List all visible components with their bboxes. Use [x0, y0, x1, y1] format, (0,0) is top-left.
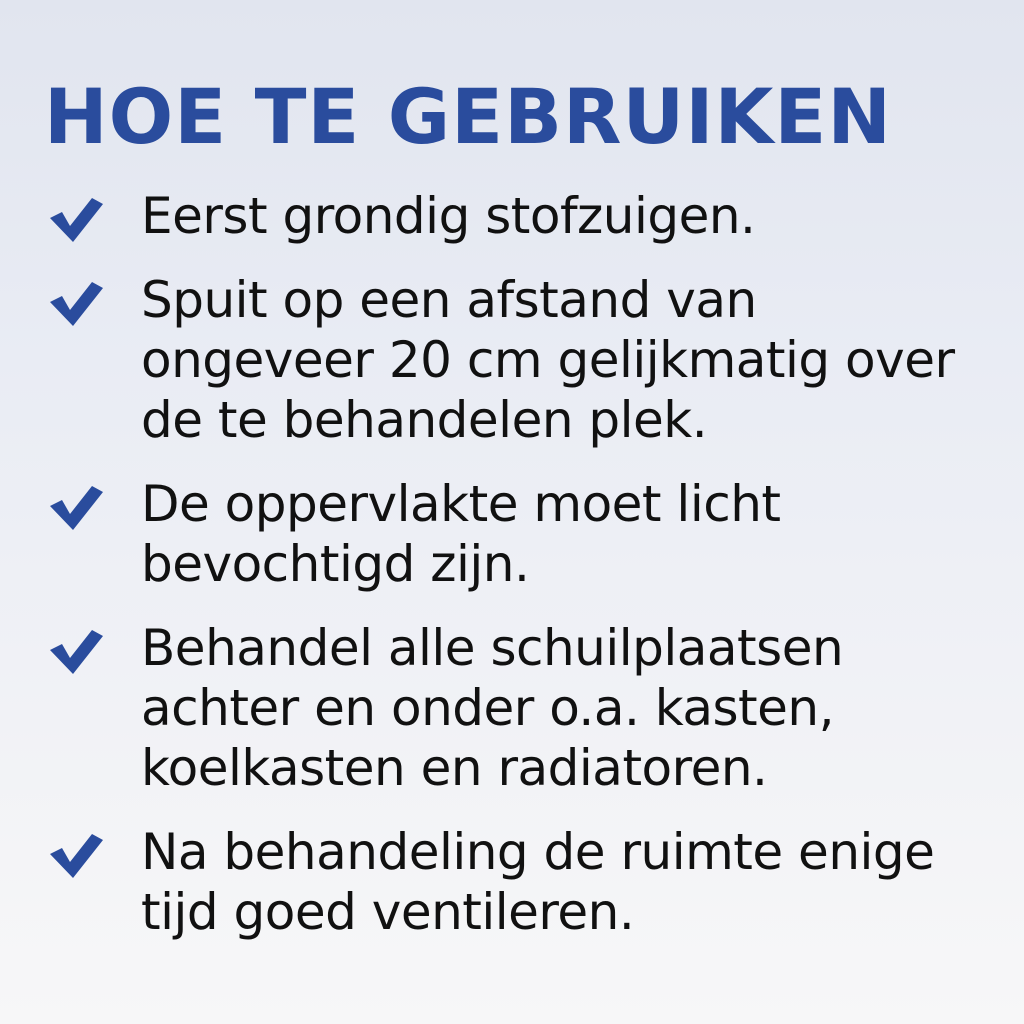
list-item-text: De oppervlakte moet licht bevochtigd zijn.	[141, 475, 781, 593]
page-title: HOE TE GEBRUIKEN	[44, 72, 892, 161]
list-item-text: Eerst grondig stofzuigen.	[141, 187, 756, 245]
checkmark-icon	[48, 196, 104, 244]
list-item	[44, 822, 984, 942]
checkmark-icon	[48, 280, 104, 328]
list-item-text: Behandel alle schuilplaatsen achter en onder o.a. kasten, koelkasten en radiatoren.	[141, 619, 844, 797]
list-item	[44, 270, 984, 450]
list-item-text: Spuit op een afstand van ongeveer 20 cm gelijkmatig over de te behandelen plek.	[141, 271, 955, 449]
checkmark-icon	[48, 628, 104, 676]
list-item	[44, 618, 984, 798]
list-item	[44, 474, 984, 594]
checkmark-icon	[48, 832, 104, 880]
list-item	[44, 186, 984, 246]
instruction-list	[44, 186, 984, 966]
checkmark-icon	[48, 484, 104, 532]
list-item-text: Na behandeling de ruimte enige tijd goed ventileren.	[141, 823, 935, 941]
